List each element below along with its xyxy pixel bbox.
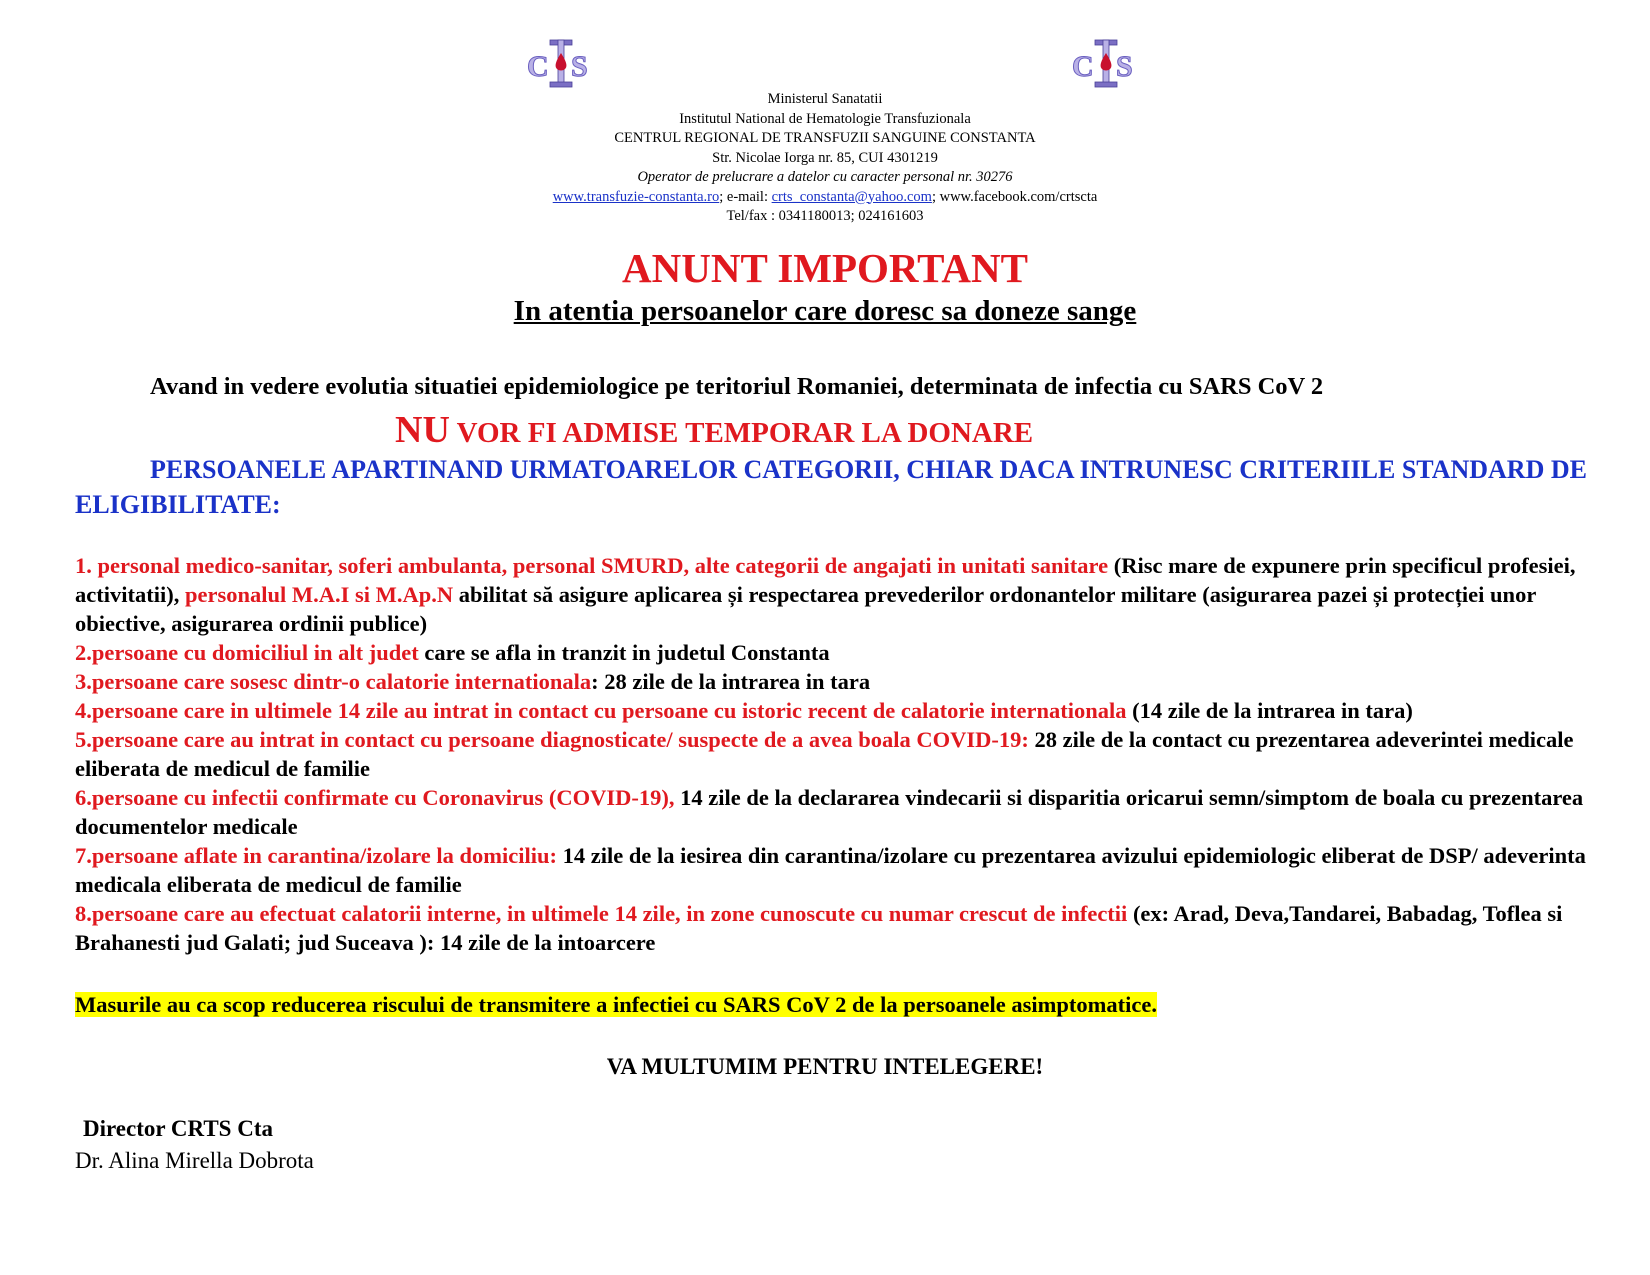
item-detail: (14 zile de la intrarea in tara)	[1126, 698, 1413, 723]
item-highlight: 6.persoane cu infectii confirmate cu Coronavirus (COVID-19),	[75, 785, 675, 810]
item-highlight: 5.persoane care au intrat in contact cu persoane diagnosticate/ suspecte de a avea boala COVID-19:	[75, 727, 1029, 752]
telfax-line: Tel/fax : 0341180013; 024161603	[726, 208, 924, 224]
signature-name: Dr. Alina Mirella Dobrota	[75, 1148, 314, 1173]
institute-line: Institutul National de Hematologie Transfuzionala	[679, 110, 971, 127]
item-detail: 14 zile de la declararea vindecarii si disparitia oricarui semn/simptom de boala cu prezentarea documentelor medicale	[75, 785, 1584, 839]
item-highlight: 3.persoane care sosesc dintr-o calatorie internationala	[75, 669, 592, 694]
thanks-text: VA MULTUMIM PENTRU INTELEGERE!	[606, 1054, 1044, 1079]
ministry-line: Ministerul Sanatatii	[767, 91, 883, 107]
not-admitted-line	[395, 410, 1033, 453]
item-detail: abilitat să asigure aplicarea și respectarea prevederilor ordonantelor militare (asigurarea pazei și protecției unor obiective, asigurarea ordinii publice)	[75, 582, 1536, 636]
cts-logo-right	[1070, 36, 1142, 92]
list-item	[75, 783, 1595, 841]
svg-text:C: C	[1072, 50, 1094, 83]
measures-highlight: Masurile au ca scop reducerea riscului de transmitere a infectiei cu SARS CoV 2 de la persoanele asimptomatice.	[75, 992, 1157, 1017]
not-admitted-rest: VOR FI ADMISE TEMPORAR LA DONARE	[449, 417, 1034, 449]
email-prefix: ; e-mail:	[719, 188, 772, 205]
item-highlight: 4.persoane care in ultimele 14 zile au intrat in contact cu persoane cu istoric recent de calatorie internationala	[75, 698, 1127, 723]
cts-logo-left	[525, 36, 597, 92]
list-item	[75, 899, 1595, 957]
announcement-title: ANUNT IMPORTANT	[622, 245, 1028, 291]
item-detail: care se afla in tranzit in judetul Constanta	[418, 640, 830, 665]
intro-text: Avand in vedere evolutia situatiei epidemiologice pe teritoriul Romaniei, determinata de infectia cu SARS CoV 2	[150, 373, 1324, 400]
item-detail: : 28 zile de la intrarea in tara	[591, 669, 871, 694]
announcement-subtitle: In atentia persoanelor care doresc sa doneze sange	[513, 295, 1137, 327]
website-link[interactable]: www.transfuzie-constanta.ro	[552, 188, 720, 205]
address-line: Str. Nicolae Iorga nr. 85, CUI 4301219	[712, 149, 938, 166]
cts-logo-icon	[525, 36, 597, 92]
item-highlight: 7.persoane aflate in carantina/izolare la domiciliu:	[75, 843, 558, 868]
item-highlight: 8.persoane care au efectuat calatorii interne, in ultimele 14 zile, in zone cunoscute cu numar crescut de infectii	[75, 901, 1128, 926]
center-line: CENTRUL REGIONAL DE TRANSFUZII SANGUINE CONSTANTA	[614, 130, 1036, 146]
list-item	[75, 725, 1595, 783]
svg-text:C: C	[527, 50, 549, 83]
list-item	[75, 551, 1595, 638]
categories-list	[75, 551, 1595, 957]
contact-line	[420, 188, 1230, 208]
facebook-text: ; www.facebook.com/crtscta	[931, 188, 1098, 205]
item-detail: 28 zile de la contact cu prezentarea adeverintei medicale eliberata de medicul de familie	[75, 727, 1574, 781]
item-detail: 14 zile de la iesirea din carantina/izolare cu prezentarea avizului epidemiologic eliberat de DSP/ adeverinta medicala eliberata de medicul de familie	[75, 843, 1586, 897]
item-detail: (ex: Arad, Deva,Tandarei, Babadag, Toflea si Brahanesti jud Galati; jud Suceava ): 14 zile de la intoarcere	[75, 901, 1563, 955]
item-highlight: 1. personal medico-sanitar, soferi ambulanta, personal SMURD, alte categorii de angajati in unitati sanitare	[75, 553, 1109, 578]
nu-word: NU	[395, 409, 450, 451]
item-detail: (Risc mare de expunere prin specificul profesiei, activitatii),	[75, 553, 1576, 607]
item-highlight: personalul M.A.I si M.Ap.N	[184, 582, 454, 607]
list-item	[75, 841, 1595, 899]
list-item	[75, 696, 1595, 725]
item-highlight: 2.persoane cu domiciliul in alt judet	[75, 640, 419, 665]
measures-note	[75, 991, 1157, 1019]
svg-text:S: S	[1116, 50, 1133, 83]
operator-line: Operator de prelucrare a datelor cu caracter personal nr. 30276	[637, 169, 1013, 185]
list-item	[75, 638, 1595, 667]
letterhead	[420, 90, 1230, 227]
email-link[interactable]: crts_constanta@yahoo.com	[771, 188, 932, 205]
categories-heading: PERSOANELE APARTINAND URMATOARELOR CATEGORII, CHIAR DACA INTRUNESC CRITERIILE STANDARD DE ELIGIBILITATE:	[75, 455, 1587, 519]
list-item	[75, 667, 1595, 696]
signature-role: Director CRTS Cta	[83, 1116, 273, 1141]
cts-logo-icon	[1070, 36, 1142, 92]
svg-text:S: S	[571, 50, 588, 83]
